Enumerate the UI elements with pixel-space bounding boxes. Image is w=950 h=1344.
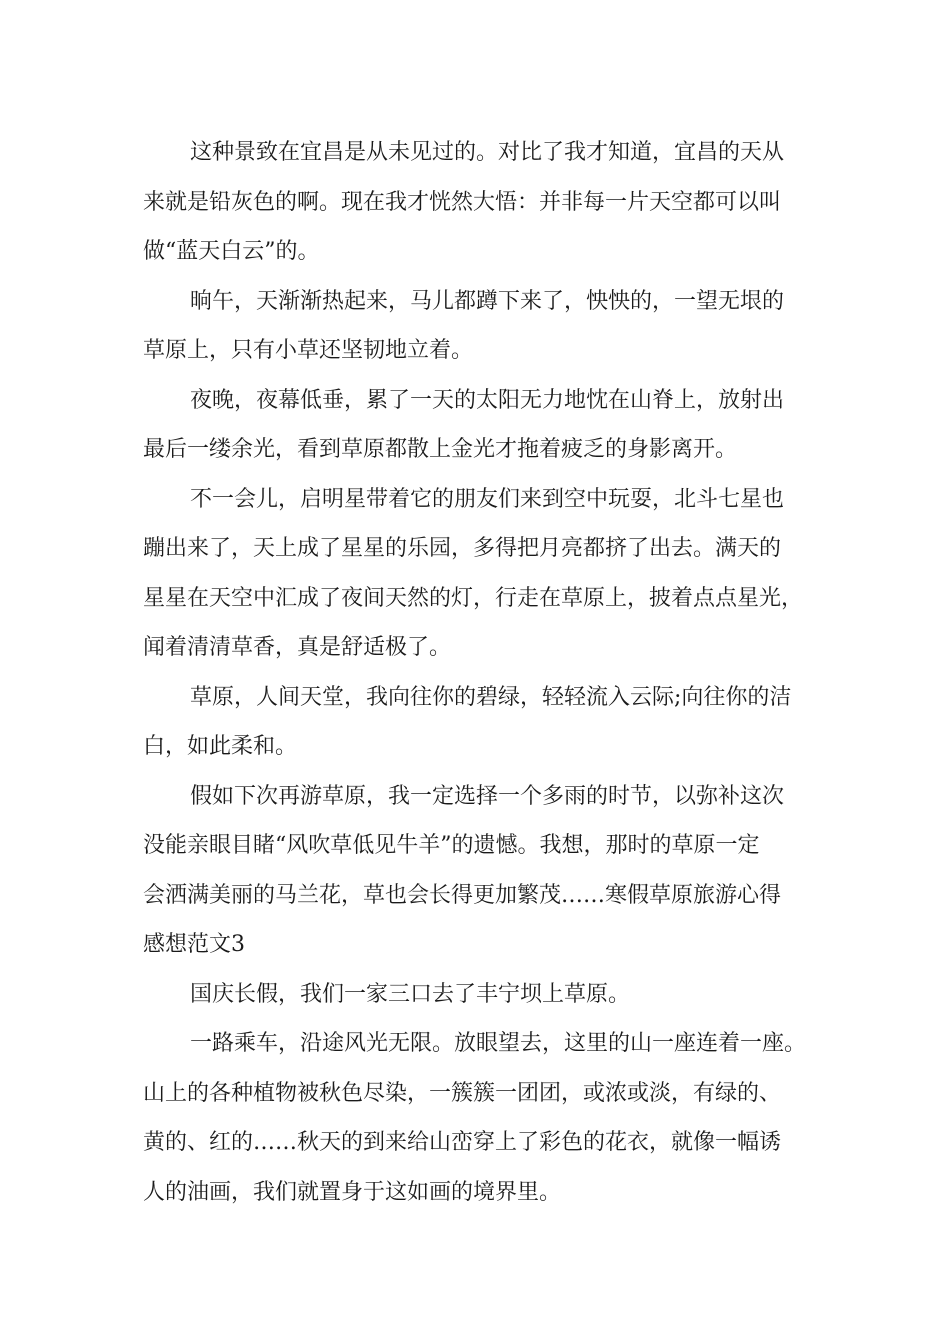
paragraph-line: 这种景致在宜昌是从未见过的。对比了我才知道，宜昌的天从 [190, 140, 785, 165]
paragraph-line: 做“蓝天白云”的。 [143, 239, 320, 264]
paragraph-line: 一路乘车，沿途风光无限。放眼望去，这里的山一座连着一座。 [190, 1031, 807, 1056]
paragraph-5 [143, 673, 813, 772]
paragraph-line: 白，如此柔和。 [143, 734, 298, 759]
paragraph-line: 闻着清清草香，真是舒适极了。 [143, 635, 452, 660]
paragraph-line: 没能亲眼目睹“风吹草低见牛羊”的遗憾。我想，那时的草原一定 [143, 833, 760, 858]
paragraph-1 [143, 128, 813, 277]
paragraph-line: 黄的、红的……秋天的到来给山峦穿上了彩色的花衣，就像一幅诱 [143, 1130, 782, 1155]
paragraph-line: 假如下次再游草原，我一定选择一个多雨的时节，以弥补这次 [190, 783, 785, 809]
paragraph-line: 国庆长假，我们一家三口去了丰宁坝上草原。 [190, 981, 631, 1007]
paragraph-line: 草原上，只有小草还坚韧地立着。 [143, 338, 474, 363]
paragraph-3 [143, 376, 813, 475]
paragraph-line: 星星在天空中汇成了夜间天然的灯，行走在草原上，披着点点星光， [143, 585, 804, 611]
paragraph-7 [143, 970, 813, 1020]
paragraph-2 [143, 277, 813, 376]
paragraph-line: 会洒满美丽的马兰花，草也会长得更加繁茂……寒假草原旅游心得 [143, 882, 782, 908]
paragraph-line: 夜晚，夜幕低垂，累了一天的太阳无力地忱在山脊上，放射出 [190, 387, 785, 413]
paragraph-line: 人的油画，我们就置身于这如画的境界里。 [143, 1179, 562, 1205]
paragraph-line: 感想范文3 [143, 932, 245, 957]
paragraph-line: 不一会儿，启明星带着它的朋友们来到空中玩耍，北斗七星也 [190, 486, 785, 512]
document-body [143, 128, 813, 1217]
paragraph-4 [143, 475, 813, 673]
paragraph-line: 晌午，天渐渐热起来，马儿都蹲下来了，怏怏的，一望无垠的 [190, 288, 785, 314]
paragraph-line: 山上的各种植物被秋色尽染，一簇簇一团团，或浓或淡，有绿的、 [143, 1080, 782, 1106]
paragraph-line: 草原，人间天堂，我向往你的碧绿，轻轻流入云际;向往你的洁 [190, 684, 792, 710]
paragraph-line: 蹦出来了，天上成了星星的乐园，多得把月亮都挤了出去。满天的 [143, 536, 782, 561]
paragraph-line: 最后一缕余光，看到草原都散上金光才拖着疲乏的身影离开。 [143, 437, 738, 462]
paragraph-6 [143, 772, 813, 970]
paragraph-line: 来就是铅灰色的啊。现在我才恍然大悟：并非每一片天空都可以叫 [143, 189, 782, 215]
paragraph-8 [143, 1019, 813, 1217]
